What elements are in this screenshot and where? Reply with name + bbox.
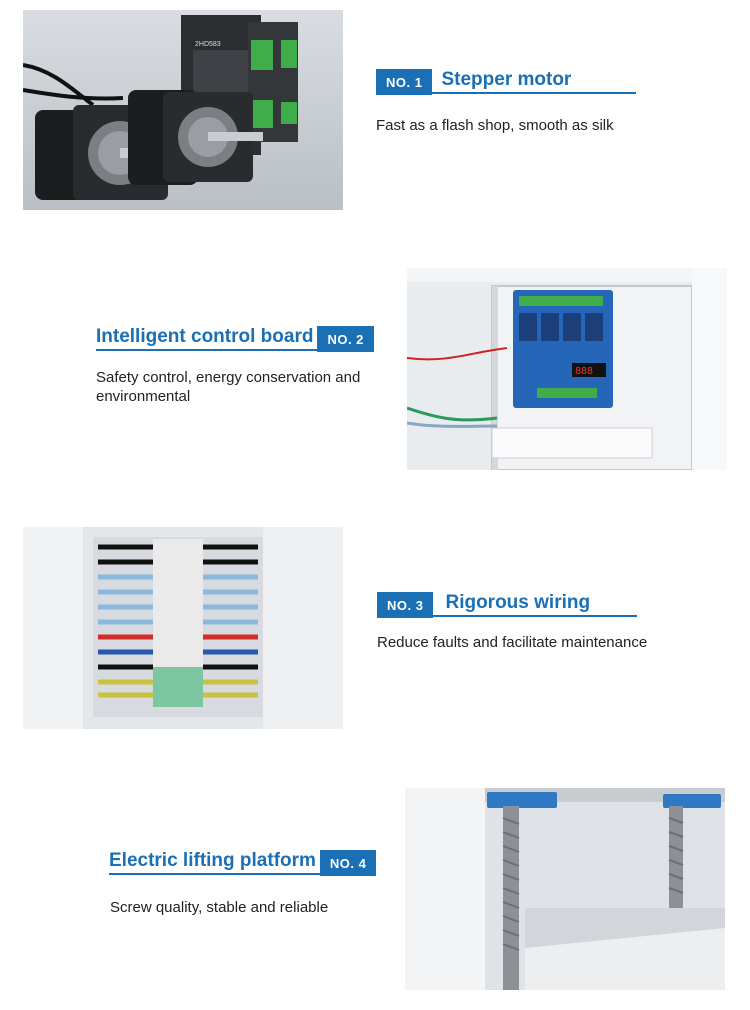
feature-2-title-row	[96, 322, 374, 352]
feature-4-underline	[109, 873, 374, 875]
feature-3-title-row	[377, 588, 590, 618]
svg-text:888: 888	[575, 366, 594, 377]
feature-3-description: Reduce faults and facilitate maintenance	[377, 634, 648, 651]
feature-1-title: Stepper motor	[441, 69, 572, 90]
feature-4-title: Electric lifting platform	[109, 850, 316, 871]
driver-model-label: 2HD583	[195, 41, 221, 48]
feature-2-underline	[96, 349, 374, 351]
wiring-photo	[23, 527, 343, 729]
feature-1-description: Fast as a flash shop, smooth as silk	[376, 117, 614, 134]
feature-2-description: Safety control, energy conservation and environmental	[96, 369, 361, 405]
feature-3-title: Rigorous wiring	[445, 592, 591, 613]
stepper-motor-photo	[23, 10, 343, 210]
feature-1-title-row	[376, 65, 571, 95]
feature-3-badge: NO. 3	[377, 592, 433, 618]
lifting-platform-photo	[405, 788, 725, 990]
feature-1-underline	[376, 92, 636, 94]
feature-4-description: Screw quality, stable and reliable	[110, 899, 329, 916]
feature-2-badge: NO. 2	[317, 326, 373, 352]
feature-1-badge: NO. 1	[376, 69, 432, 95]
feature-4-badge: NO. 4	[320, 850, 376, 876]
feature-2-title: Intelligent control board	[96, 326, 314, 347]
feature-4-title-row	[109, 846, 376, 876]
feature-3-underline	[377, 615, 637, 617]
control-board-photo	[407, 268, 727, 470]
